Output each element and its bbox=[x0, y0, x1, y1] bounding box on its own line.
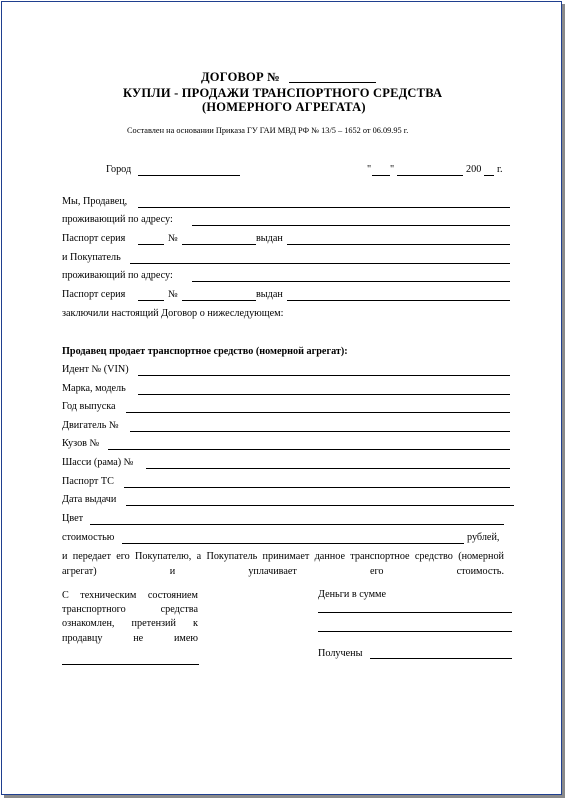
chassis-label: Шасси (рама) № bbox=[62, 457, 134, 468]
price-field[interactable] bbox=[122, 543, 464, 544]
engine-label: Двигатель № bbox=[62, 420, 119, 431]
day-field[interactable] bbox=[372, 175, 390, 176]
city-label: Город bbox=[106, 164, 132, 175]
issue-date-field[interactable] bbox=[126, 505, 514, 506]
contract-title-line3: (НОМЕРНОГО АГРЕГАТА) bbox=[202, 100, 366, 114]
currency-label: рублей, bbox=[467, 532, 500, 543]
contract-title-prefix: ДОГОВОР № bbox=[201, 70, 280, 84]
color-label: Цвет bbox=[62, 513, 84, 524]
buyer-address-field[interactable] bbox=[192, 281, 510, 282]
seller-field[interactable] bbox=[138, 207, 510, 208]
vin-field[interactable] bbox=[138, 375, 510, 376]
basis-note: Составлен на основании Приказа ГУ ГАИ МВД РФ № 13/5 – 1652 от 06.09.95 г. bbox=[127, 126, 409, 135]
seller-issued-field[interactable] bbox=[287, 244, 510, 245]
vehicle-passport-label: Паспорт ТС bbox=[62, 476, 114, 487]
buyer-address-label: проживающий по адресу: bbox=[62, 270, 173, 281]
vin-label: Идент № (VIN) bbox=[62, 364, 129, 375]
date-quote-close: " bbox=[390, 164, 395, 175]
seller-passport-series-label: Паспорт серия bbox=[62, 233, 126, 244]
buyer-issued-label: выдан bbox=[256, 289, 283, 300]
document-page bbox=[1, 1, 562, 795]
year-of-manufacture-field[interactable] bbox=[126, 412, 510, 413]
city-field[interactable] bbox=[138, 175, 240, 176]
date-quote-open: " bbox=[367, 164, 372, 175]
buyer-field[interactable] bbox=[130, 263, 510, 264]
received-label: Получены bbox=[318, 648, 363, 659]
seller-passport-series-field[interactable] bbox=[138, 244, 164, 245]
seller-address-label: проживающий по адресу: bbox=[62, 214, 173, 225]
concluded-text: заключили настоящий Договор о нижеследующем: bbox=[62, 308, 284, 319]
money-amount-field-2[interactable] bbox=[318, 631, 512, 632]
issue-date-label: Дата выдачи bbox=[62, 494, 117, 505]
buyer-issued-field[interactable] bbox=[287, 300, 510, 301]
buyer-passport-no-field[interactable] bbox=[182, 300, 256, 301]
engine-field[interactable] bbox=[130, 431, 510, 432]
money-amount-field-1[interactable] bbox=[318, 612, 512, 613]
vehicle-heading: Продавец продает транспортное средство (номерной агрегат): bbox=[62, 346, 348, 357]
money-amount-label: Деньги в сумме bbox=[318, 589, 386, 600]
chassis-field[interactable] bbox=[146, 468, 510, 469]
make-model-field[interactable] bbox=[138, 394, 510, 395]
body-field[interactable] bbox=[108, 449, 510, 450]
make-model-label: Марка, модель bbox=[62, 383, 126, 394]
seller-address-field[interactable] bbox=[192, 225, 510, 226]
buyer-passport-series-field[interactable] bbox=[138, 300, 164, 301]
price-label: стоимостью bbox=[62, 532, 115, 543]
year-prefix: 200 bbox=[466, 164, 482, 175]
condition-text: С техническим состоянием транспортного средства ознакомлен, претензий к продавцу не имею bbox=[62, 590, 198, 644]
month-field[interactable] bbox=[397, 175, 463, 176]
buyer-signature-line[interactable] bbox=[62, 664, 199, 665]
year-field[interactable] bbox=[484, 175, 494, 176]
year-of-manufacture-label: Год выпуска bbox=[62, 401, 116, 412]
year-suffix: г. bbox=[497, 164, 503, 175]
seller-label: Мы, Продавец, bbox=[62, 196, 128, 207]
transfer-text: и передает его Покупателю, а Покупатель принимает данное транспортное средство (номерной агрегат) и уплачивает его стоимость. bbox=[62, 551, 504, 577]
buyer-passport-series-label: Паспорт серия bbox=[62, 289, 126, 300]
seller-passport-no-label: № bbox=[168, 233, 178, 244]
contract-title-line2: КУПЛИ - ПРОДАЖИ ТРАНСПОРТНОГО СРЕДСТВА bbox=[123, 86, 443, 100]
seller-issued-label: выдан bbox=[256, 233, 283, 244]
contract-number-field[interactable] bbox=[289, 82, 376, 83]
body-label: Кузов № bbox=[62, 438, 100, 449]
buyer-passport-no-label: № bbox=[168, 289, 178, 300]
vehicle-passport-field[interactable] bbox=[124, 487, 510, 488]
seller-passport-no-field[interactable] bbox=[182, 244, 256, 245]
received-signature-field[interactable] bbox=[370, 658, 512, 659]
color-field[interactable] bbox=[90, 524, 504, 525]
buyer-label: и Покупатель bbox=[62, 252, 121, 263]
